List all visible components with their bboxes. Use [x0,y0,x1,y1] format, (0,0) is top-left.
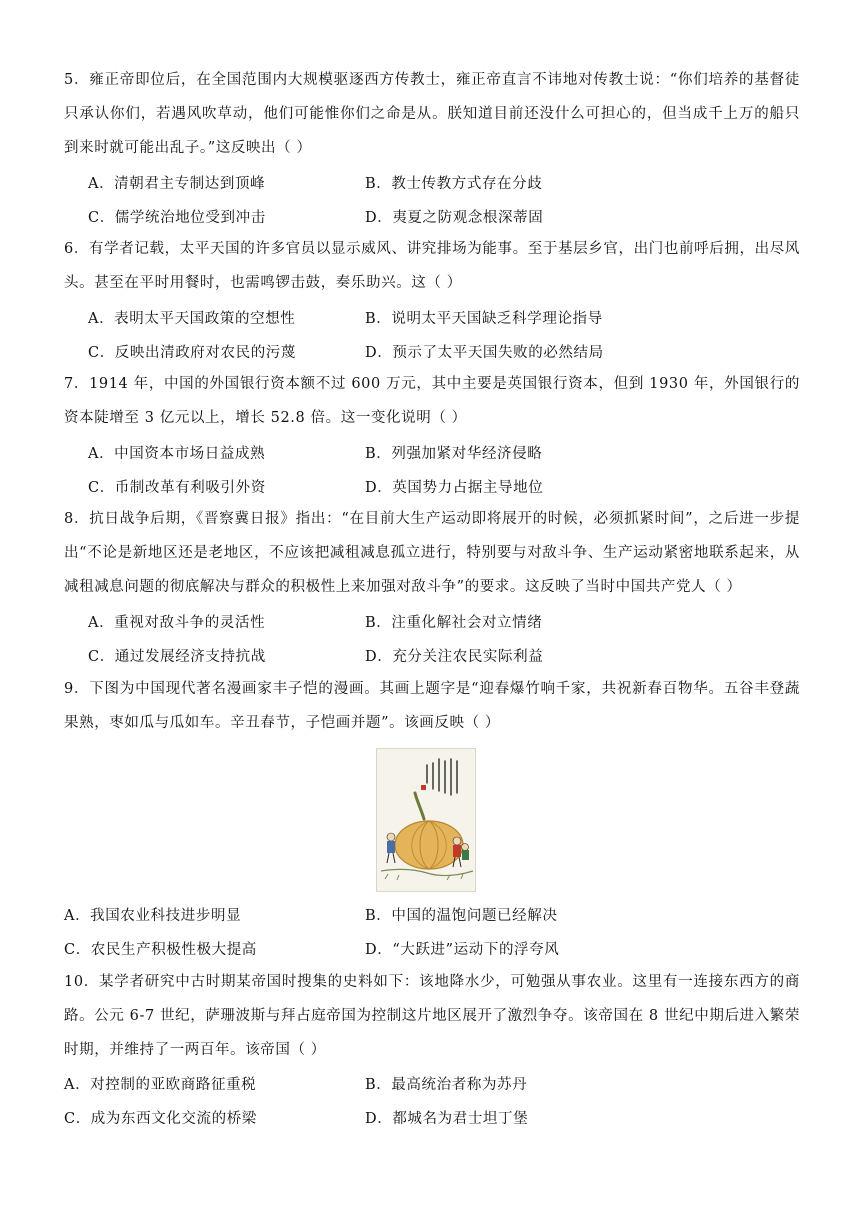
question-5-option-c: C．儒学统治地位受到冲击 [88,210,266,226]
question-9-option-c: C．农民生产积极性极大提高 [64,942,257,958]
question-6-option-a: A．表明太平天国政策的空想性 [88,311,296,327]
question-6-option-b: B．说明太平天国缺乏科学理论指导 [365,311,603,327]
question-7-stem: 7．1914 年，中国的外国银行资本额不过 600 万元，其中主要是英国银行资本，但到 1930 年，外国银行的资本陡增至 3 亿元以上，增长 52.8 倍。这一变化说明（ ） [64,376,800,426]
question-9-option-b: B．中国的温饱问题已经解决 [365,908,558,924]
question-5-option-d: D．夷夏之防观念根深蒂固 [365,210,544,226]
question-9-option-a: A．我国农业科技进步明显 [64,908,242,924]
question-8-stem: 8．抗日战争后期，《晋察冀日报》指出：“在目前大生产运动即将展开的时候，必须抓紧时间”，之后进一步提出“不论是新地区还是老地区，不应该把减租减息孤立进行，特别要与对敌斗争、生产运动紧密地联系起来，从减租减息问题的彻底解决与群众的积极性上来加强对敌斗争”的要求。这反映了当时中国共产党人（ ） [64,511,800,595]
cartoon-drawing [377,749,475,891]
question-10-option-a: A．对控制的亚欧商路征重税 [64,1077,257,1093]
question-8-option-b: B．注重化解社会对立情绪 [365,615,543,631]
question-7-option-c: C．币制改革有利吸引外资 [88,480,266,496]
question-8-option-a: A．重视对敌斗争的灵活性 [88,615,266,631]
question-6-stem: 6．有学者记载，太平天国的许多官员以显示威风、讲究排场为能事。至于基层乡官，出门也前呼后拥，出尽风头。甚至在平时用餐时，也需鸣锣击鼓，奏乐助兴。这（ ） [64,241,800,291]
question-6-option-c: C．反映出清政府对农民的污蔑 [88,345,296,361]
question-8-option-d: D．充分关注农民实际利益 [365,649,544,665]
question-5-option-b: B．教士传教方式存在分歧 [365,176,543,192]
question-9-stem: 9．下图为中国现代著名漫画家丰子恺的漫画。其画上题字是“迎春爆竹响千家，共祝新春百物华。五谷丰登蔬果熟，枣如瓜与瓜如车。辛丑春节，子恺画并题”。该画反映（ ） [64,681,800,731]
question-7-option-b: B．列强加紧对华经济侵略 [365,446,543,462]
question-5-option-a: A．清朝君主专制达到顶峰 [88,176,266,192]
question-10-stem: 10．某学者研究中古时期某帝国时搜集的史料如下：该地降水少，可勉强从事农业。这里有一连接东西方的商路。公元 6-7 世纪，萨珊波斯与拜占庭帝国为控制这片地区展开了激烈争夺。该帝国在 8 世纪中期后进入繁荣时期，并维持了一两百年。该帝国（ ） [64,974,800,1058]
question-9-option-d: D．“大跃进”运动下的浮夸风 [365,942,560,958]
feng-zikai-cartoon-image [376,748,476,892]
question-10-option-b: B．最高统治者称为苏丹 [365,1077,528,1093]
question-6-option-d: D．预示了太平天国失败的必然结局 [365,345,604,361]
question-7-option-a: A．中国资本市场日益成熟 [88,446,266,462]
question-8-option-c: C．通过发展经济支持抗战 [88,649,266,665]
question-5-stem: 5．雍正帝即位后，在全国范围内大规模驱逐西方传教士，雍正帝直言不讳地对传教士说：“你们培养的基督徒只承认你们，若遇风吹草动，他们可能惟你们之命是从。朕知道目前还没什么可担心的，但当成千上万的船只到来时就可能出乱子。”这反映出（ ） [64,72,800,156]
question-10-option-c: C．成为东西文化交流的桥梁 [64,1111,257,1127]
question-10-option-d: D．都城名为君士坦丁堡 [365,1111,529,1127]
question-7-option-d: D．英国势力占据主导地位 [365,480,544,496]
